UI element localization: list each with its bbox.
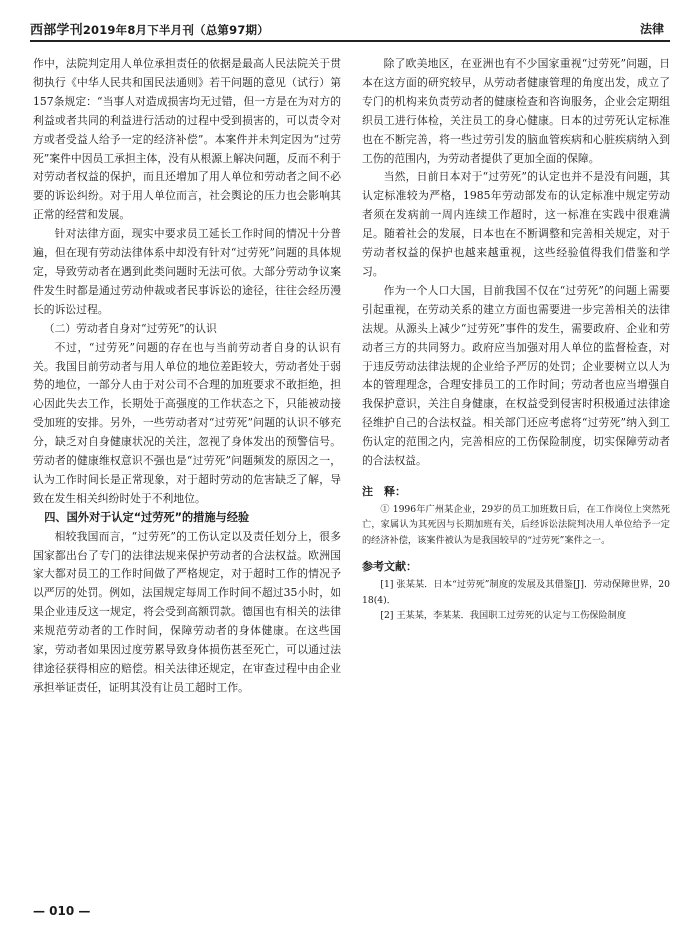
- journal-info: [30, 19, 269, 38]
- section-label: 法律: [639, 21, 664, 36]
- left-column: [33, 55, 341, 698]
- paragraph: 针对法律方面，现实中要求员工延长工作时间的情况十分普遍，但在现有劳动法律体系中却没有针对“过劳死”问题的具体规定，导致劳动者在遇到此类问题时无法可依。大部分劳动争议案件发生时都是通过劳动仲裁或者民事诉讼的途径，往往会经历漫长的诉讼过程。: [33, 227, 341, 316]
- reference-item: [2] 王某某，李某某．我国职工过劳死的认定与工伤保险制度: [380, 610, 627, 622]
- notes-heading: 注 释：: [362, 484, 406, 498]
- page-number: — 010 —: [33, 904, 91, 918]
- footnote: ① 1996年广州某企业，29岁的员工加班数日后，在工作岗位上突然死亡，家属认为其死因与长期加班有关，后经诉讼法院判决用人单位给予一定的经济补偿，该案件被认为是我国较早的“过劳死”案件之一。: [362, 503, 670, 546]
- magazine-name: 西部学刊: [30, 22, 83, 38]
- paragraph: 作中，法院判定用人单位承担责任的依据是最高人民法院关于贯彻执行《中华人民共和国民法通则》若干问题的意见（试行）第157条规定：“当事人对造成损害均无过错，但一方是在为对方的利益或者共同的利益进行活动的过程中受到损害的，可以责令对方或者受益人给予一定的经济补偿”。本案件并未判定因为“过劳死”案件中因员工承担主体，没有从根源上解决问题，反而不利于对劳动者权益的保护，而且还增加了用人单位和劳动者之间不必要的诉讼纠纷。对于用人单位而言，社会舆论的压力也会影响其正常的经营和发展。: [33, 57, 341, 222]
- reference-item: [1] 张某某．日本“过劳死”制度的发展及其借鉴[J]．劳动保障世界，2018(4)．: [362, 579, 670, 606]
- right-column: [362, 55, 670, 624]
- paragraph: 相较我国而言，“过劳死”的工伤认定以及责任划分上，很多国家都出台了专门的法律法规来保护劳动者的合法权益。欧洲国家大都对员工的工作时间做了严格规定，对于超时工作的情况予以严厉的处罚。例如，法国规定每周工作时间不超过35小时，如果企业违反这一规定，将会受到高额罚款。德国也有相关的法律来规范劳动者的工作时间，保障劳动者的身体健康。在这些国家，劳动者如果因过度劳累导致身体损伤甚至死亡，可以通过法律途径获得相应的赔偿。相关法律还规定，在审查过程中由企业承担举证责任，证明其没有让员工超时工作。: [33, 529, 341, 694]
- paragraph: 除了欧美地区，在亚洲也有不少国家重视“过劳死”问题，日本在这方面的研究较早，从劳动者健康管理的角度出发，成立了专门的机构来负责劳动者的健康检查和咨询服务，企业会定期组织员工进行体检，关注员工的身心健康。日本的过劳死认定标准也在不断完善，将一些过劳引发的脑血管疾病和心脏疾病纳入到工伤的范围内，为劳动者提供了更加全面的保障。: [362, 57, 670, 165]
- paragraph: 作为一个人口大国，目前我国不仅在“过劳死”的问题上需要引起重视，在劳动关系的建立方面也需要进一步完善相关的法律法规。从源头上减少“过劳死”事件的发生，需要政府、企业和劳动者三方的共同努力。政府应当加强对用人单位的监督检查，对于违反劳动法律法规的企业给予严厉的处罚；企业要树立以人为本的管理理念，合理安排员工的工作时间；劳动者也应当增强自我保护意识，关注自身健康，在权益受到侵害时积极通过法律途径维护自己的合法权益。相关部门还应考虑将“过劳死”纳入到工伤认定的范围之内，完善相应的工伤保险制度，切实保障劳动者的合法权益。: [362, 283, 670, 468]
- section-heading: 四、国外对于认定“过劳死”的措施与经验: [44, 510, 250, 524]
- running-header: [30, 16, 670, 42]
- paragraph: 当然，日前日本对于“过劳死”的认定也并不是没有问题，其认定标准较为严格，1985年劳动部发布的认定标准中规定劳动者须在发病前一周内连续工作超时，这一标准在实践中很难满足。随着社会的发展，日本也在不断调整和完善相关规定，对于劳动者权益的保护也越来越重视，这些经验值得我们借鉴和学习。: [362, 170, 670, 278]
- issue-info: 2019年8月下半月刊（总第97期）: [82, 22, 269, 37]
- paragraph: 不过，“过劳死”问题的存在也与当前劳动者自身的认识有关。我国目前劳动者与用人单位的地位差距较大，劳动者处于弱势的地位，一部分人由于对公司不合理的加班要求不敢拒绝，担心因此失去工作，长期处于高强度的工作状态之下，只能被动接受加班的安排。另外，一些劳动者对“过劳死”问题的认识不够充分，缺乏对自身健康状况的关注，忽视了身体发出的预警信号。劳动者的健康维权意识不强也是“过劳死”问题频发的原因之一，认为工作时间长是正常现象，对于超时劳动的危害缺乏了解，导致在发生相关纠纷时处于不利地位。: [33, 340, 341, 505]
- references-heading: 参考文献：: [362, 560, 417, 574]
- subsection-heading: （二）劳动者自身对“过劳死”的认识: [43, 321, 217, 335]
